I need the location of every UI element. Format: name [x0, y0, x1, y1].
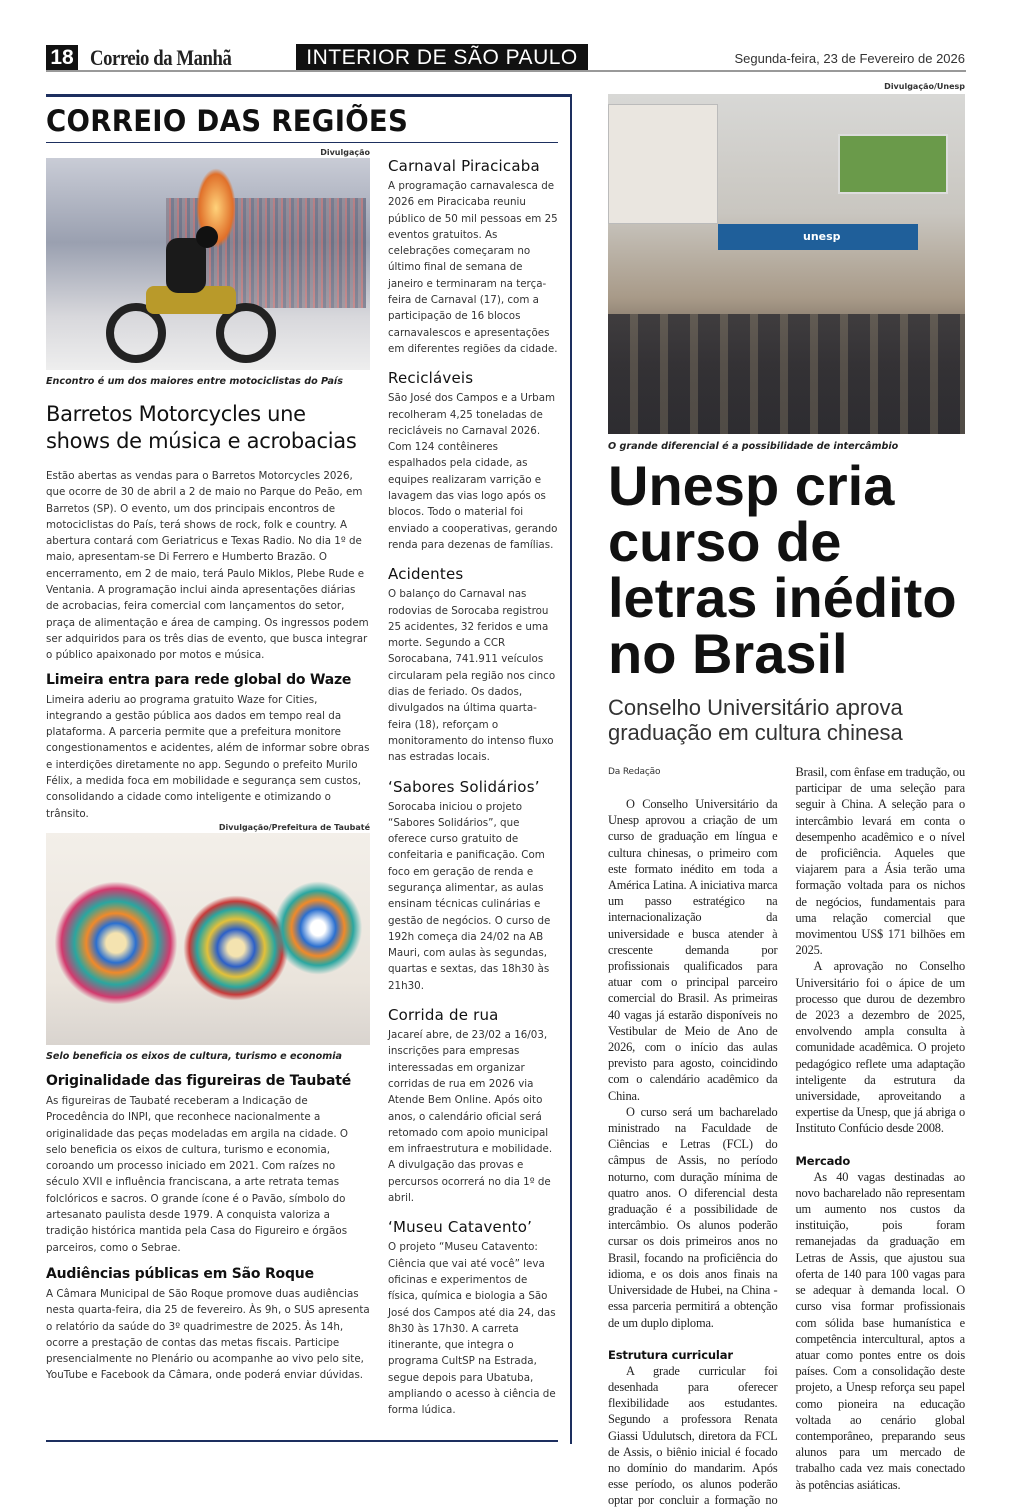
- briefs-column: [388, 156, 558, 1419]
- brief-title: Carnaval Piracicaba: [388, 157, 540, 175]
- paragraph: A grade curricular foi desenhada para oferecer flexibilidade aos estudantes. Segundo a professora Renata Giassi Udulutsch, diretora da FCL de Assis, o biênio inicial é focado no domínio do mandarim. Após esse período, os alunos poderão optar por concluir a formação no Brasil, com ênfase em tradução, ou participar de uma seleção para seguir à China. A seleção para o intercâmbio levará em conta o desempenho acadêmico e o nível de proficiência. Aqueles que viajarem para a Ásia terão uma formação voltada para os nichos de negócios, fundamentais para uma relação comercial que movimentou US$ 171 bilhões em 2025.: [608, 765, 965, 1508]
- paragraph: As 40 vagas destinadas ao novo bacharelado não representam um aumento nos custos da instituição, pois foram remanejadas da graduação em Letras de Assis, que ajustou sua oferta de 140 para 100 vagas para se adequar à demanda local. O curso visa formar profissionais com sólida base humanística e competência intercultural, aptos a atuar como pontes entre os dois países. Com a consolidação deste projeto, a Unesp reforça seu papel como pioneira na educação voltada ao cenário global contemporâneo, preparando seus alunos para um mercado de trabalho cada vez mais conectado às potências asiáticas.: [795, 1169, 965, 1492]
- brief-body: O balanço do Carnaval nas rodovias de Sorocaba registrou 25 acidentes, 32 feridos e uma morte. Segundo a CCR Sorocabana, 741.911 veículos circularam pela região nos cinco dias de feriado. Os dados, divulgados na última quarta-feira (18), reforçam o monitoramento do intenso fluxo nas estradas locais.: [388, 588, 556, 764]
- photo-caption: Encontro é um dos maiores entre motociclistas do País: [46, 376, 343, 387]
- article-body: Estão abertas as vendas para o Barretos Motorcycles 2026, que ocorre de 30 de abril a 2 de maio no Parque do Peão, em Barretos (SP). O evento, um dos principais encontros de motociclistas do País, terá shows de rock, folk e country. A abertura contará com Geriatricus e Texas Radio. No dia 1º de maio, apresentam-se Di Ferrero e Humberto Brazão. O encerramento, em 2 de maio, terá Paulo Miklos, Plebe Rude e Ventania. A programação inclui ainda apresentações diárias de acrobacias, feira comercial com lançamentos do setor, praça de alimentação e área de camping. Os ingressos podem ser adquiridos para os três dias de evento, que busca integrar o público apaixonado por motos e música.: [46, 470, 369, 662]
- section-top-rule: [46, 94, 572, 97]
- subheading: Mercado: [795, 1153, 851, 1168]
- brief-body: São José dos Campos e a Urbam recolheram 4,25 toneladas de recicláveis no Carnaval 2026. Com 124 contêineres espalhados pela cidade, as equipes realizaram varrição e lavagem das vias logo após os blocos. Todo o material foi enviado a cooperativas, gerando renda para dezenas de famílias.: [388, 392, 558, 551]
- headline: Unesp cria curso de letras inédito no Brasil: [608, 454, 957, 685]
- article-title: Audiências públicas em São Roque: [46, 1265, 314, 1282]
- brief-title: ‘Museu Catavento’: [388, 1218, 533, 1237]
- brief-title: Recicláveis: [388, 369, 474, 388]
- photo-credit: Divulgação/Prefeitura de Taubaté: [218, 822, 370, 832]
- brief-body: Jacareí abre, de 23/02 a 16/03, inscrições para empresas interessadas em organizar corridas de rua em 2026 via Atende Bem Online. Após oito anos, o calendário oficial será retomado com apoio municipal em infraestrutura e mobilidade. A divulgação das provas e percursos ocorrerá no dia 1º de abril.: [388, 1029, 553, 1205]
- header-rule: [46, 70, 966, 72]
- photo-credit: Divulgação/Unesp: [884, 82, 965, 91]
- newspaper-logo: Correio da Manhã: [90, 45, 232, 70]
- brief-title: ‘Sabores Solidários’: [388, 777, 540, 796]
- paragraph: A aprovação no Conselho Universitário foi o ápice de um processo que durou de dezembro de 2023 a dezembro de 2025, envolvendo ampla consulta à comunidade acadêmica. O projeto pedagógico reflete uma adaptação inteligente da estrutura da universidade, aproveitando a expertise da Unesp, que já abriga o Instituto Confúcio desde 2008.: [795, 959, 965, 1136]
- paragraph: O curso será um bacharelado ministrado na Faculdade de Ciências e Letras (FCL) do câmpus de Assis, no período noturno, com duração mínima de quatro anos. O diferencial desta graduação é a possibilidade de intercâmbio. Os alunos poderão cursar os dois primeiros anos no Brasil, focando na proficiência do idioma, e os dois anos finais na Universidade de Hubei, na China - essa parceria permitirá a obtenção de um duplo diploma.: [608, 1104, 778, 1330]
- brief-title: Corrida de rua: [388, 1006, 499, 1025]
- photo-credit: Divulgação: [320, 148, 370, 157]
- issue-date: Segunda-feira, 23 de Fevereiro de 2026: [734, 51, 965, 66]
- article-title: Barretos Motorcycles une shows de música e acrobacias: [46, 402, 357, 453]
- brief-body: A programação carnavalesca de 2026 em Piracicaba reuniu público de 50 mil pessoas em 25 eventos gratuitos. As celebrações começaram no último final de semana de janeiro e terminaram na terça-feira de Carnaval (17), com a participação de 16 blocos carnavalescos e apresentações em diferentes regiões da cidade.: [388, 180, 558, 355]
- section-right-rule: [570, 94, 572, 1444]
- photo-caption: Selo beneficia os eixos de cultura, turismo e economia: [46, 1050, 342, 1062]
- brief-body: O projeto “Museu Catavento: Ciência que vai até você” leva oficinas e experimentos de física, química e biologia a São José dos Campos até dia 24, das 8h30 às 17h30. A carreta itinerante, que integra o programa CultSP na Estrada, segue depois para Ubatuba, ampliando o acesso à ciência de forma lúdica.: [388, 1241, 556, 1417]
- regions-title: CORREIO DAS REGIÕES: [46, 104, 409, 138]
- subheading: Estrutura curricular: [608, 1347, 733, 1362]
- figureiras-photo: [46, 833, 370, 1045]
- page-number: 18: [46, 45, 78, 71]
- article-body: A Câmara Municipal de São Roque promove duas audiências nesta quarta-feira, dia 25 de fevereiro. Às 9h, o SUS apresenta o relatório da saúde do 3º quadrimestre de 2025. Às 14h, ocorre a prestação de contas das metas fiscais. Participe presencialmente no Plenário ou acompanhe ao vivo pelo site, YouTube e Facebook da Câmara, onde poderá enviar dúvidas.: [46, 1287, 370, 1382]
- article-body: Limeira aderiu ao programa gratuito Waze for Cities, integrando a gestão pública aos dados em tempo real da plataforma. A parceria permite que a prefeitura monitore congestionamentos e acidentes, além de informar sobre obras e interdições diretamente no app. Segundo o prefeito Murilo Félix, a medida foca em mobilidade e segurança sem custos, consolidando a cidade como inteligente e otimizando o trânsito.: [46, 693, 370, 820]
- article-body: As figureiras de Taubaté receberam a Indicação de Procedência do INPI, que reconhece nacionalmente a originalidade das peças modeladas em argila na cidade. O selo beneficia os eixos de cultura, turismo e economia, coroando um processo iniciado em 2021. Com raízes no século XVII e influência franciscana, a arte retrata temas folclóricos e sacros. O grande ícone é o Pavão, símbolo do artesanato paulista desde 1979. A conquista valoriza a tradição histórica mantida pela Casa do Figureiro e órgãos parceiros, como o Sebrae.: [46, 1094, 348, 1254]
- byline: Da Redação: [608, 767, 661, 777]
- article-body: [608, 764, 965, 1509]
- section-bottom-rule: [46, 1440, 558, 1442]
- paragraph: O Conselho Universitário da Unesp aprovou a criação de um curso de graduação em língua e cultura chinesas, o primeiro com este formato inédito em toda a América Latina. A iniciativa marca um passo estratégico na internacionalização da universidade e busca atender à crescente demanda por profissionais qualificados para atuar com o principal parceiro comercial do Brasil. As primeiras 40 vagas já estarão disponíveis no Vestibular de Meio de Ano de 2026, com o início das aulas previsto para agosto, coincidindo com o calendário acadêmico da China.: [608, 797, 778, 1103]
- auditorium-photo: [608, 94, 965, 434]
- left-column: [46, 148, 370, 1384]
- brief-body: Sorocaba iniciou o projeto “Sabores Solidários”, que oferece curso gratuito de confeitaria e panificação. Com foco em geração de renda e segurança alimentar, as aulas ensinam técnicas culinárias e gestão de negócios. O curso de 192h começa dia 24/02 na AB Mauri, com aulas às segundas, quartas e sextas, das 18h30 às 21h30.: [388, 800, 551, 992]
- title-underline: [46, 142, 558, 143]
- article-title: Limeira entra para rede global do Waze: [46, 671, 352, 688]
- brief-title: Acidentes: [388, 565, 464, 584]
- motorcycle-photo: [46, 158, 370, 370]
- subheadline: Conselho Universitário aprova graduação em cultura chinesa: [608, 695, 903, 745]
- section-title: INTERIOR DE SÃO PAULO: [296, 44, 588, 71]
- unesp-banner: unesp: [803, 230, 841, 243]
- article-title: Originalidade das figureiras de Taubaté: [46, 1072, 352, 1089]
- photo-caption: O grande diferencial é a possibilidade de intercâmbio: [608, 441, 899, 452]
